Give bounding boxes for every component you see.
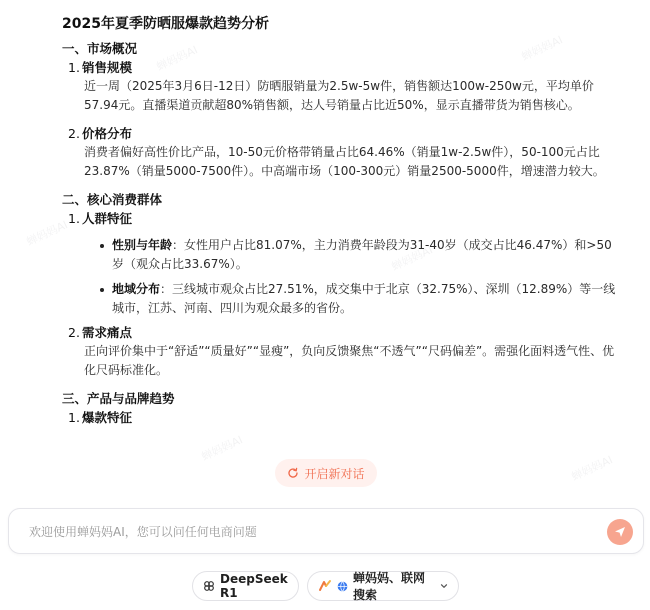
paragraph: 正向评价集中于“舒适”“质量好”“显瘦”，负向反馈聚焦“不透气”“尺码偏差”。需强化面料透气性、优化尺码标准化。 — [84, 344, 615, 377]
paragraph: 消费者偏好高性价比产品，10-50元价格带销量占比64.46%（销量1w-2.5w件），50-100元占比23.87%（销量5000-7500件）。中高端市场（100-300元）销量2500-5000件，增速潜力较大。 — [84, 145, 605, 178]
watermark: 蝉妈妈AI — [24, 218, 70, 249]
new-chat-button[interactable] — [275, 459, 377, 487]
chevron-down-icon — [440, 582, 448, 590]
report-content — [62, 14, 622, 427]
subsection-title: 1. 人群特征 — [68, 211, 133, 226]
send-icon — [614, 526, 626, 538]
watermark: 蝉妈妈AI — [569, 453, 615, 484]
bullet-list — [102, 236, 622, 318]
subsection-title: 2. 价格分布 — [68, 126, 133, 141]
deepseek-model-toggle[interactable] — [192, 571, 299, 601]
subsection-title: 2. 需求痛点 — [68, 325, 133, 340]
new-chat-label: 开启新对话 — [304, 466, 365, 481]
search-source-label: 蝉妈妈、联网搜索 — [353, 571, 426, 602]
send-button[interactable] — [607, 519, 633, 545]
chat-input-box — [8, 508, 644, 554]
search-source-selector[interactable] — [307, 571, 459, 601]
section-heading: 一、市场概况 — [62, 41, 138, 56]
deepseek-icon — [203, 580, 215, 592]
deepseek-label: DeepSeek R1 — [220, 572, 288, 600]
subsection-title: 1. 爆款特征 — [68, 410, 133, 425]
subsection-title: 1. 销售规模 — [68, 60, 133, 75]
watermark: 蝉妈妈AI — [519, 33, 565, 64]
list-item: 性别与年龄：女性用户占比81.07%，主力消费年龄段为31-40岁（成交占比46.47%）和>50岁（观众占比33.67%）。 — [102, 236, 622, 274]
watermark: 蝉妈妈AI — [199, 433, 245, 464]
globe-icon — [337, 581, 348, 592]
watermark: 蝉妈妈AI — [154, 43, 200, 74]
chat-input[interactable] — [29, 521, 589, 543]
report-title: 2025年夏季防晒服爆款趋势分析 — [62, 16, 269, 32]
section-heading: 三、产品与品牌趋势 — [62, 391, 175, 406]
paragraph: 近一周（2025年3月6日-12日）防晒服销量为2.5w-5w件，销售额达100w-250w元，平均单价57.94元。直播渠道贡献超80%销售额，达人号销量占比近50%，显示直播带货为销售核心。 — [84, 79, 594, 112]
section-heading: 二、核心消费群体 — [62, 192, 163, 207]
list-item: 地域分布：三线城市观众占比27.51%，成交集中于北京（32.75%）、深圳（12.89%）等一线城市，江苏、河南、四川为观众最多的省份。 — [102, 280, 622, 318]
watermark: 蝉妈妈AI — [389, 243, 435, 274]
refresh-icon — [287, 467, 299, 479]
chanmama-logo-icon — [318, 579, 332, 593]
